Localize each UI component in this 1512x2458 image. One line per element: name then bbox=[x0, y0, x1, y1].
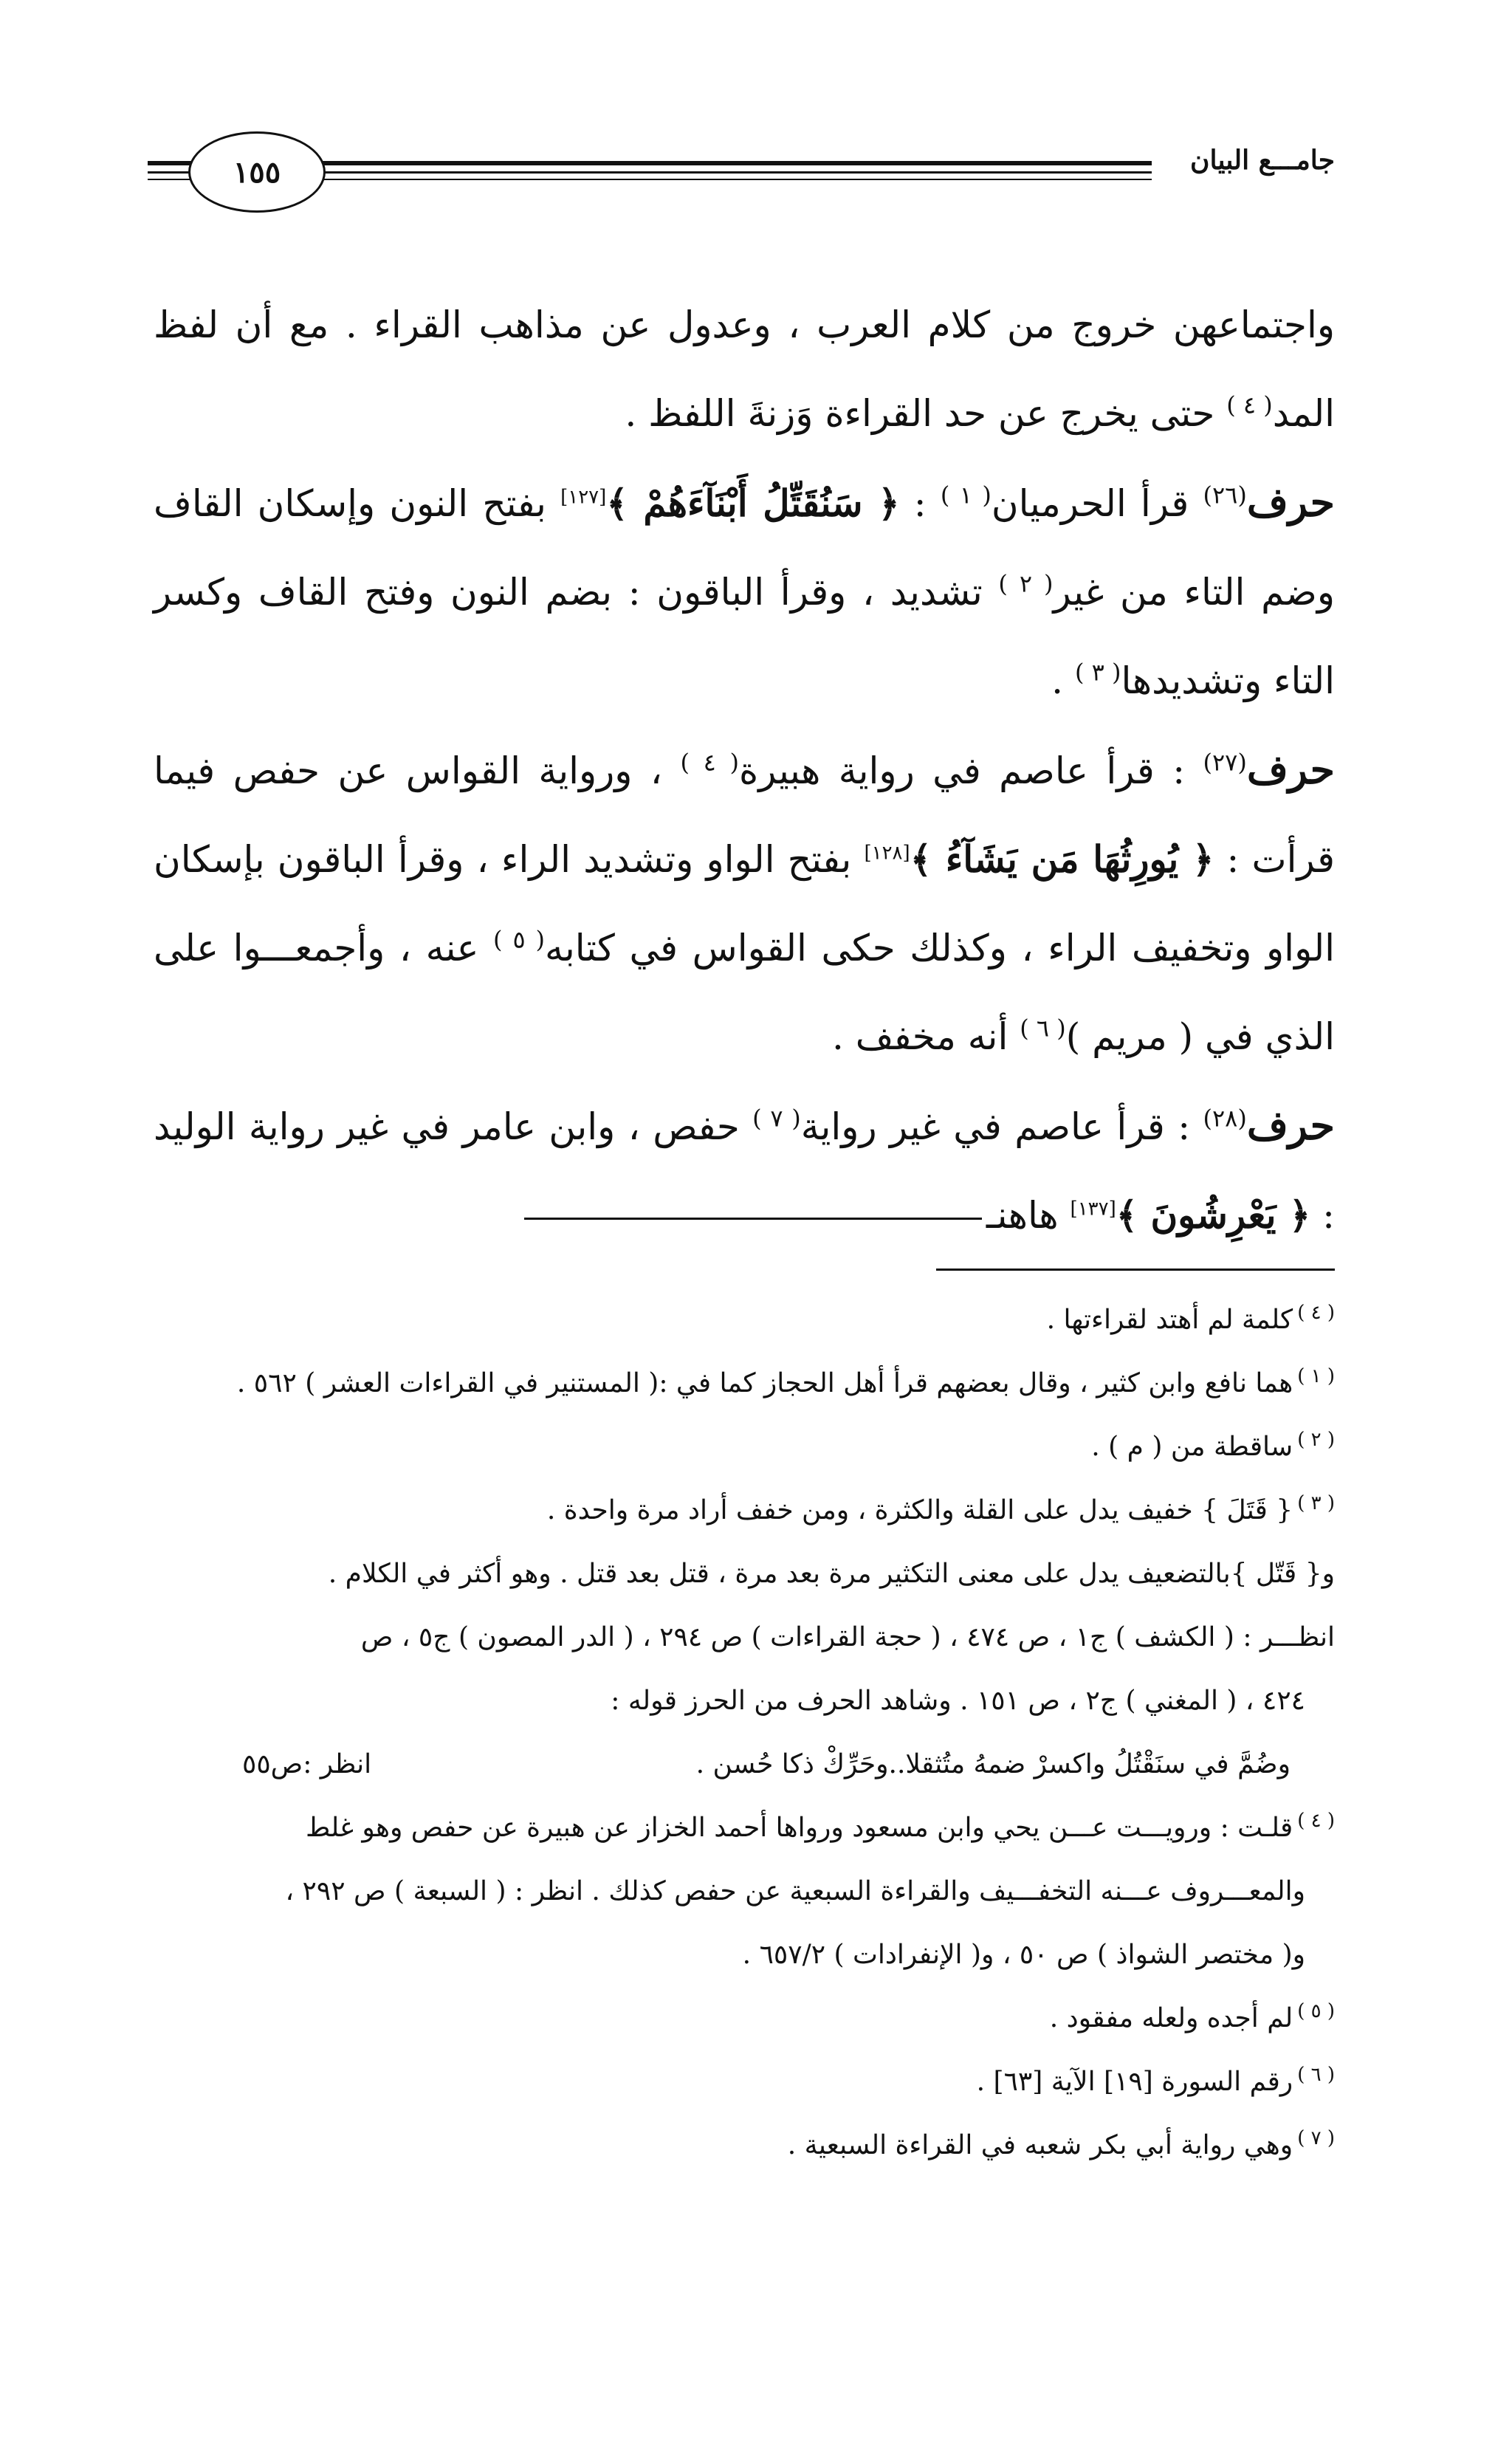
footnote-separator bbox=[936, 1269, 1335, 1271]
page-number bbox=[188, 131, 326, 213]
footnote-ref: ( ٢ ) bbox=[998, 569, 1054, 598]
harf-label: حرف bbox=[1246, 746, 1335, 793]
page-number-text: ١٥٥ bbox=[233, 154, 281, 190]
footnotes bbox=[154, 1288, 1335, 2177]
harf-number: (٢٧) bbox=[1203, 748, 1247, 777]
main-text bbox=[154, 281, 1335, 1260]
footnote-continuation: ٤٢٤ ، ( المغني ) ج٢ ، ص ١٥١ . وشاهد الحرف من الحرز قوله : bbox=[611, 1686, 1305, 1716]
paragraph-harf-28: حرف$^{(٢٨)}$ : قرأ عاصم في غير رواية$^{( ٧ )}$ حفص ، وابن عامر في غير رواية الوليد : ﴿ يَعْرِشُونَ ﴾[١٣٧] هاهنـ bbox=[154, 1102, 1335, 1237]
verse-ref: [١٢٧] bbox=[560, 486, 607, 509]
footnote-ref: ( ٥ ) bbox=[493, 925, 546, 954]
footnote-ref: ( ٤ ) bbox=[1226, 391, 1273, 419]
footnote-continuation: و{ قَتّل }بالتضعيف يدل على معنى التكثير مرة بعد مرة ، قتل بعد قتل . وهو أكثر في الكلام . bbox=[328, 1559, 1335, 1589]
footnote-continuation: انظـــر : ( الكشف ) ج١ ، ص ٤٧٤ ، ( حجة القراءات ) ص ٢٩٤ ، ( الدر المصون ) ج٥ ، ص bbox=[360, 1622, 1335, 1652]
harf-number: (٢٨) bbox=[1203, 1104, 1247, 1133]
quran-verse: ﴿ يُورِثُهَا مَن يَشَآءُ ﴾ bbox=[910, 837, 1214, 881]
harf-number: (٢٦) bbox=[1203, 481, 1247, 509]
footnote-ref: ( ٧ ) bbox=[752, 1104, 801, 1133]
footnote-ref: ( ٣ ) bbox=[1074, 658, 1121, 687]
paragraph-harf-27: حرف$^{(٢٧)}$ : قرأ عاصم في رواية هبيرة$^{( ٤ )}$ ، ورواية القواس عن حفص فيما قرأت : ﴿ يُورِثُهَا مَن يَشَآءُ ﴾[١٢٨] بفتح الواو وتشديد الراء ، وقرأ الباقون بإسكان الواو وتخفيف الراء ، وكذلك حكى القواس في كتابه$^{( ٥ )}$ عنه ، وأجمعـــوا على الذي في ( مريم )$^{( ٦ )}$ أنه مخفف . bbox=[154, 746, 1336, 1058]
footnote: $^{( ٢ )}$ساقطة من ( م ) . bbox=[1091, 1429, 1335, 1462]
footnote: $^{( ٦ )}$رقم السورة [١٩] الآية [٦٣] . bbox=[976, 2064, 1335, 2097]
verse-ref: [١٢٨] bbox=[864, 842, 910, 865]
verse-ref: [١٣٧] bbox=[1070, 1198, 1116, 1221]
footnote-continuation: والمعـــروف عـــنه التخفـــيف والقراءة السبعية عن حفص كذلك . انظر : ( السبعة ) ص ٢٩٢ ، bbox=[285, 1876, 1305, 1906]
quran-verse: ﴿ سَنُقَتِّلُ أَبْنَآءَهُمْ ﴾ bbox=[606, 481, 900, 525]
harf-label: حرف bbox=[1246, 478, 1335, 526]
continuation-line bbox=[524, 1218, 982, 1220]
footnote-ref: ( ٤ ) bbox=[680, 748, 740, 777]
verse-ref: انظر :ص٥٥ bbox=[242, 1749, 372, 1779]
footnote-ref: ( ١ ) bbox=[940, 481, 992, 509]
paragraph-harf-26: حرف$^{(٢٦)}$ قرأ الحرميان$^{( ١ )}$ : ﴿ سَنُقَتِّلُ أَبْنَآءَهُمْ ﴾[١٢٧] بفتح النون وإسكان القاف وضم التاء من غير$^{( ٢ )}$ تشديد ، وقرأ الباقون : بضم النون وفتح القاف وكسر التاء وتشديدها$^{( ٣ )}$ . bbox=[154, 478, 1335, 702]
verse-text: وضُمَّ في سنَقْتُلُ واكسرْ ضمهُ متُثقلا..وحَرِّكْ ذكا حُسن . bbox=[695, 1749, 1291, 1779]
footnote: $^{( ٥ )}$لم أجده ولعله مفقود . bbox=[1049, 2000, 1335, 2033]
footnote: $^{( ٤ )}$قلـت : ورويـــت عـــن يحي وابن مسعود ورواها أحمد الخزاز عن هبيرة عن حفص وهو غلط bbox=[306, 1810, 1335, 1843]
book-title: جامـــع البيان bbox=[1190, 145, 1335, 176]
footnote: $^{( ٣ )}${ قَتَلَ } خفيف يدل على القلة والكثرة ، ومن خفف أراد مرة واحدة . bbox=[546, 1492, 1335, 1525]
footnote-ref: ( ٦ ) bbox=[1020, 1014, 1066, 1043]
footnote: $^{( ٤ )}$كلمة لم أهتد لقراءتها . bbox=[1046, 1302, 1335, 1335]
footnote-verse bbox=[154, 1733, 1335, 1796]
footnote: $^{( ٧ )}$وهي رواية أبي بكر شعبه في القراءة السبعية . bbox=[787, 2127, 1335, 2160]
harf-label: حرف bbox=[1246, 1102, 1335, 1149]
paragraph-intro: واجتماعهن خروج من كلام العرب ، وعدول عن مذاهب القراء . مع أن لفظ المد$^{( ٤ )}$ حتى يخرج عن حد القراءة وَزنةَ اللفظ . bbox=[154, 303, 1335, 435]
footnote-continuation: و( مختصر الشواذ ) ص ٥٠ ، و( الإنفرادات ) ٦٥٧/٢ . bbox=[742, 1940, 1305, 1970]
footnote: $^{( ١ )}$هما نافع وابن كثير ، وقال بعضهم قرأ أهل الحجاز كما في :( المستنير في القراءات العشر ) ٥٦٢ . bbox=[236, 1365, 1335, 1398]
quran-verse: ﴿ يَعْرِشُونَ ﴾ bbox=[1116, 1193, 1311, 1237]
